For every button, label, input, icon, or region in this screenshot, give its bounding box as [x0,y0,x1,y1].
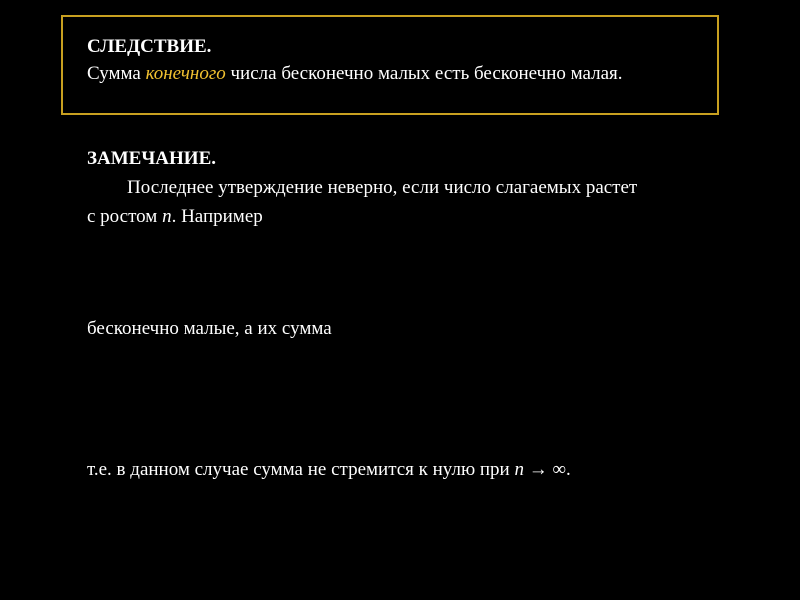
remark-line-4 [87,459,571,481]
remark-line-2-before: с ростом [87,206,163,227]
corollary-text-before: Сумма [87,63,146,84]
remark-line-2-after: . Например [171,206,263,227]
remark-line-1: Последнее утверждение неверно, если число слагаемых растет [127,177,638,198]
corollary-heading [87,36,211,58]
corollary-heading-text: СЛЕДСТВИЕ [87,36,207,57]
remark-line-2 [87,206,263,228]
remark-heading-text: ЗАМЕЧАНИЕ [87,148,212,169]
remark-heading-punct: . [211,148,217,169]
remark-line-4-before: т.е. в данном случае сумма не стремится к нулю при [87,459,515,480]
remark-heading [87,148,216,170]
remark-line-3: бесконечно малые, а их сумма [87,318,332,339]
remark-line-4-after: → ∞. [523,459,571,480]
corollary-text-after: числа бесконечно малых есть бесконечно малая. [225,63,623,84]
variable-n: n [162,206,172,227]
corollary-accent-word: конечного [145,63,226,84]
variable-n: n [514,459,524,480]
corollary-statement [87,63,623,85]
corollary-heading-punct: . [206,36,212,57]
